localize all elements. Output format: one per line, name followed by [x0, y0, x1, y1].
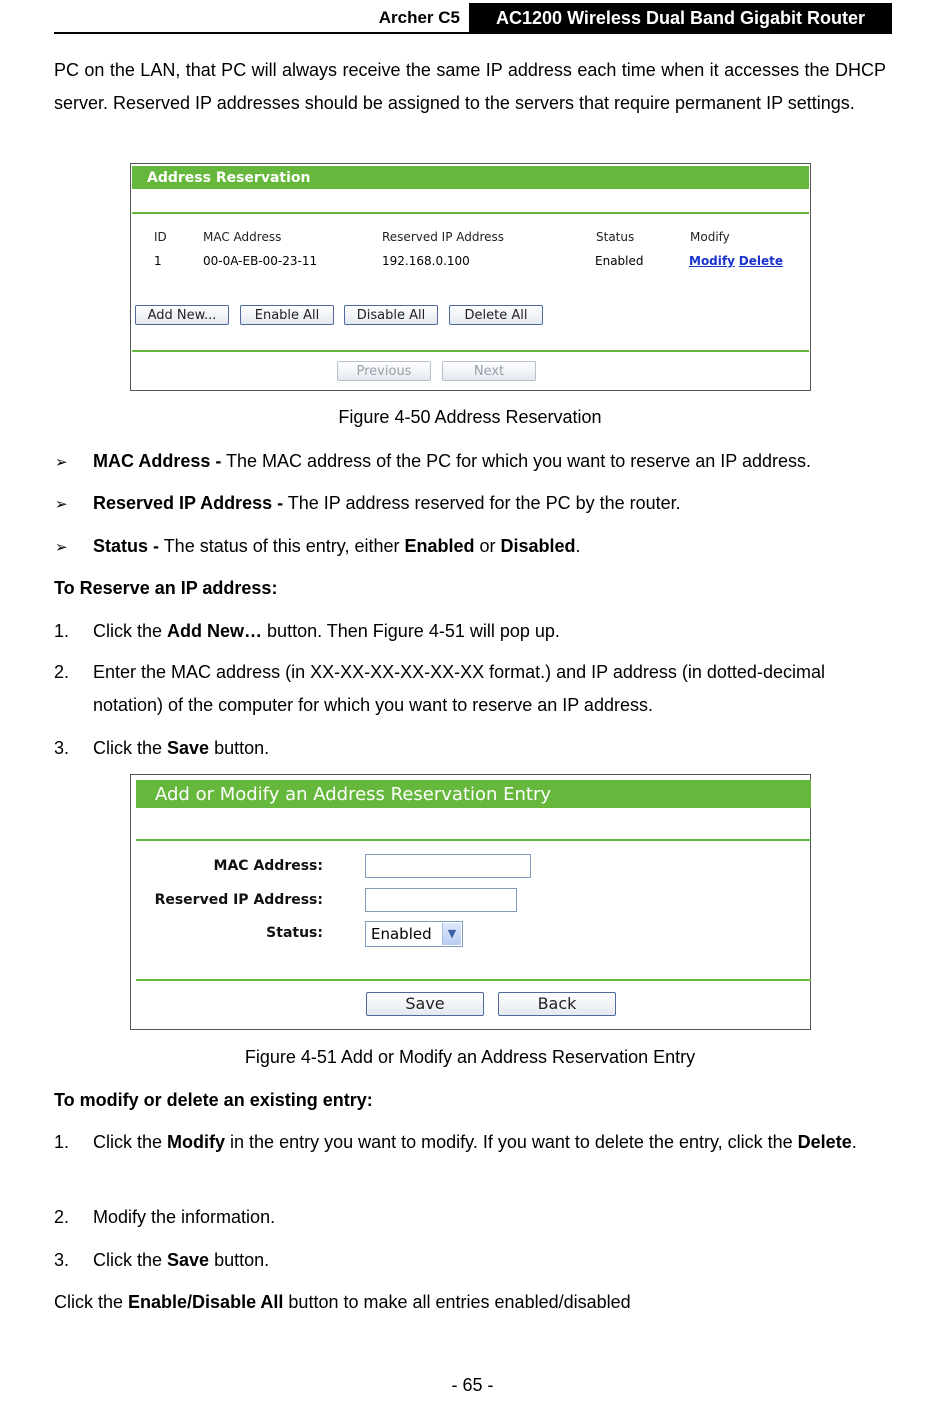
bullet-reserved-ip — [93, 492, 681, 514]
reserve-step-2-line1: Enter the MAC address (in XX-XX-XX-XX-XX-XX format.) and IP address (in dotted-decimal — [93, 662, 825, 682]
step-number: 2. — [54, 1207, 70, 1227]
modify-step-2: Modify the information. — [93, 1207, 276, 1227]
reserve-step-2-line2: notation) of the computer for which you want to reserve an IP address. — [93, 695, 653, 715]
mac-address-label: MAC Address: — [213, 858, 323, 874]
modify-step-1 — [93, 1126, 886, 1159]
closing-text: Click the — [54, 1292, 129, 1312]
status-selected-value: Enabled — [371, 925, 432, 943]
intro-paragraph: PC on the LAN, that PC will always receive the same IP address each time when it accesses the DHCP server. Reserved IP addresses should be assigned to the servers that require permanent IP settings. — [54, 60, 886, 113]
divider — [132, 350, 809, 352]
status-label: Status: — [266, 925, 323, 941]
step-text: button. — [209, 738, 270, 758]
bullet-bold: Enabled — [404, 536, 475, 556]
reserved-ip-input[interactable] — [365, 888, 517, 912]
bullet-arrow-icon: ➢ — [55, 539, 68, 556]
step-text: Click the — [93, 1132, 168, 1152]
row-mac: 00-0A-EB-00-23-11 — [203, 254, 318, 268]
step-number: 2. — [54, 662, 70, 682]
header-model: Archer C5 — [378, 8, 460, 27]
closing-text: button to make all entries enabled/disabled — [283, 1292, 631, 1312]
add-new-button[interactable]: Add New... — [135, 305, 229, 325]
bullet-text: The status of this entry, either — [159, 536, 405, 556]
chevron-down-icon[interactable]: ▼ — [442, 923, 461, 945]
figure2-caption: Figure 4-51 Add or Modify an Address Reservation Entry — [244, 1047, 696, 1067]
bullet-term: Status - — [93, 536, 160, 556]
enable-all-button[interactable]: Enable All — [240, 305, 334, 325]
modify-link[interactable]: Modify — [689, 254, 735, 268]
reserved-ip-label: Reserved IP Address: — [154, 892, 323, 908]
reserve-step-3 — [93, 737, 269, 759]
header-product: AC1200 Wireless Dual Band Gigabit Router — [469, 3, 892, 32]
step-text: in the entry you want to modify. If you want to delete the entry, click the — [225, 1132, 793, 1152]
row-status: Enabled — [595, 254, 644, 268]
step-bold: Delete — [797, 1132, 852, 1152]
status-select[interactable] — [365, 921, 463, 947]
step-number: 3. — [54, 738, 70, 758]
step-number: 1. — [54, 621, 70, 641]
bullet-text: The MAC address of the PC for which you want to reserve an IP address. — [221, 451, 811, 471]
figure1-caption: Figure 4-50 Address Reservation — [338, 407, 602, 427]
previous-button[interactable]: Previous — [337, 361, 431, 381]
page-header — [54, 0, 892, 34]
bullet-arrow-icon: ➢ — [55, 454, 68, 471]
column-header-mac: MAC Address — [203, 230, 282, 244]
modify-heading: To modify or delete an existing entry: — [54, 1090, 373, 1110]
step-text: Click the — [93, 738, 168, 758]
step-text: button. — [209, 1250, 270, 1270]
step-bold: Add New… — [167, 621, 263, 641]
add-modify-entry-figure — [130, 774, 811, 1030]
bullet-term: Reserved IP Address - — [93, 493, 284, 513]
step-number: 3. — [54, 1250, 70, 1270]
divider — [136, 839, 811, 841]
modify-step-3 — [93, 1249, 269, 1271]
divider — [136, 979, 811, 981]
step-text: Click the — [93, 1250, 168, 1270]
closing-bold: Enable/Disable All — [128, 1292, 284, 1312]
bullet-status — [93, 535, 581, 557]
reserve-heading: To Reserve an IP address: — [54, 578, 278, 598]
step-bold: Modify — [167, 1132, 226, 1152]
step-number: 1. — [54, 1132, 70, 1152]
column-header-status: Status — [596, 230, 635, 244]
add-modify-entry-title: Add or Modify an Address Reservation Entry — [136, 780, 811, 808]
reserve-step-1 — [93, 620, 560, 642]
row-id: 1 — [154, 254, 162, 268]
bullet-term: MAC Address - — [93, 451, 222, 471]
delete-all-button[interactable]: Delete All — [449, 305, 543, 325]
page-number: - 65 - — [451, 1375, 494, 1395]
address-reservation-title: Address Reservation — [132, 166, 809, 189]
bullet-mac — [93, 450, 811, 472]
step-text: Click the — [93, 621, 168, 641]
column-header-ip: Reserved IP Address — [382, 230, 505, 244]
closing-line — [54, 1291, 631, 1313]
step-text: . — [851, 1132, 857, 1152]
back-button[interactable]: Back — [498, 992, 616, 1016]
bullet-text: or — [474, 536, 501, 556]
address-reservation-figure — [130, 163, 811, 391]
disable-all-button[interactable]: Disable All — [344, 305, 438, 325]
delete-link[interactable]: Delete — [738, 254, 783, 268]
bullet-arrow-icon: ➢ — [55, 496, 68, 513]
next-button[interactable]: Next — [442, 361, 536, 381]
divider — [132, 212, 809, 214]
bullet-text: The IP address reserved for the PC by the router. — [283, 493, 681, 513]
bullet-bold: Disabled — [500, 536, 576, 556]
step-bold: Save — [167, 738, 210, 758]
step-text: button. Then Figure 4-51 will pop up. — [262, 621, 560, 641]
row-ip: 192.168.0.100 — [382, 254, 470, 268]
step-bold: Save — [167, 1250, 210, 1270]
column-header-id: ID — [154, 230, 167, 244]
save-button[interactable]: Save — [366, 992, 484, 1016]
bullet-text: . — [575, 536, 581, 556]
mac-address-input[interactable] — [365, 854, 531, 878]
column-header-modify: Modify — [690, 230, 730, 244]
